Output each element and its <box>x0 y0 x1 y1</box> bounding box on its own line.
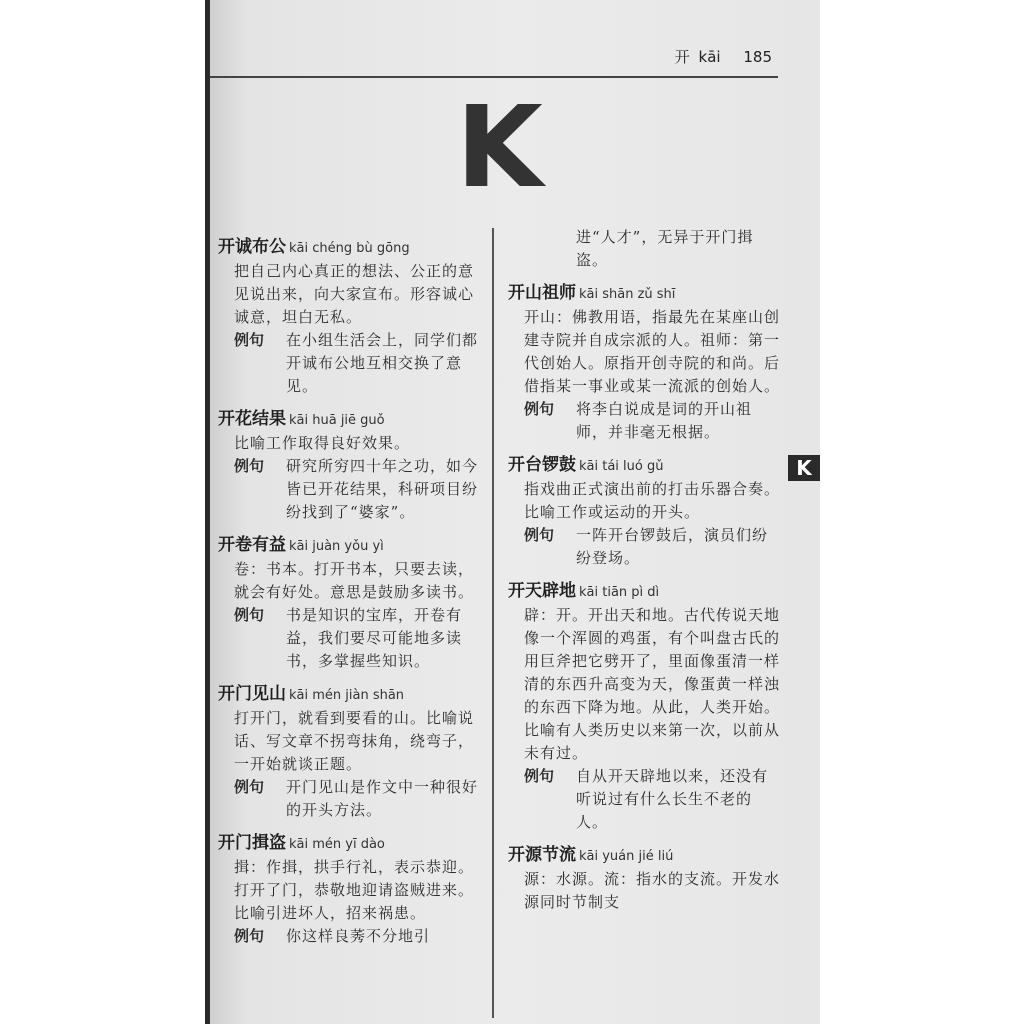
entry-example <box>508 524 780 570</box>
entry-headword: 开源节流 <box>508 845 576 865</box>
entry-example <box>508 765 780 834</box>
entry <box>218 683 478 822</box>
entry-headword: 开诚布公 <box>218 237 286 257</box>
right-column <box>508 226 780 924</box>
entry-example <box>508 398 780 444</box>
example-continuation: 进“人才”，无异于开门揖盗。 <box>576 228 754 269</box>
entry-pinyin: kāi mén jiàn shān <box>289 688 405 703</box>
entry-pinyin: kāi huā jiē guǒ <box>289 413 385 428</box>
entry-pinyin: kāi juàn yǒu yì <box>289 539 384 554</box>
entry <box>218 236 478 398</box>
entry-pinyin: kāi shān zǔ shī <box>579 287 676 302</box>
entry-definition: 比喻工作取得良好效果。 <box>234 434 411 452</box>
example-text: 一阵开台锣鼓后，演员们纷纷登场。 <box>576 526 769 567</box>
entry-definition: 源：水源。流：指水的支流。开发水源同时节制支 <box>524 870 781 911</box>
entry-headword: 开花结果 <box>218 409 286 429</box>
entry <box>218 408 478 524</box>
entry-pinyin: kāi chéng bù gōng <box>289 241 410 256</box>
entry-headword: 开卷有益 <box>218 535 286 555</box>
entry-example <box>218 455 478 524</box>
entry-pinyin: kāi tái luó gǔ <box>579 459 664 474</box>
header-headword: 开 <box>674 48 690 66</box>
example-text: 你这样良莠不分地引 <box>286 927 431 945</box>
entry <box>218 832 478 948</box>
header-rule <box>210 76 778 78</box>
entry-definition: 指戏曲正式演出前的打击乐器合奏。比喻工作或运动的开头。 <box>524 480 781 521</box>
dictionary-page <box>210 0 820 1024</box>
example-label: 例句 <box>234 778 265 796</box>
entry-definition: 把自己内心真正的想法、公正的意见说出来，向大家宣布。形容诚心诚意，坦白无私。 <box>234 262 475 326</box>
entry <box>508 454 780 570</box>
entry-example <box>218 329 478 398</box>
thumb-index-tab: K <box>788 455 820 481</box>
example-label: 例句 <box>524 767 555 785</box>
example-text: 开门见山是作文中一种很好的开头方法。 <box>286 778 479 819</box>
entry-pinyin: kāi yuán jié liú <box>579 849 674 864</box>
example-label: 例句 <box>524 400 555 418</box>
example-text: 在小组生活会上，同学们都开诚布公地互相交换了意见。 <box>286 331 479 395</box>
example-text: 将李白说成是词的开山祖师，并非毫无根据。 <box>576 400 753 441</box>
entry-headword: 开天辟地 <box>508 581 576 601</box>
page-number: 185 <box>743 48 772 66</box>
section-letter: K <box>456 83 543 213</box>
entry-example <box>218 604 478 673</box>
example-label: 例句 <box>524 526 555 544</box>
entry-pinyin: kāi tiān pì dì <box>579 585 660 600</box>
entry-definition: 辟：开。开出天和地。古代传说天地像一个浑圆的鸡蛋，有个叫盘古氏的用巨斧把它劈开了，里面像蛋清一样清的东西升高变为天，像蛋黄一样浊的东西下降为地。从此，人类开始。比喻有人类历史以来第一次，以前从未有过。 <box>524 606 781 762</box>
entry-example <box>218 776 478 822</box>
entry-pinyin: kāi mén yī dào <box>289 837 385 852</box>
entry <box>218 534 478 673</box>
example-label: 例句 <box>234 457 265 475</box>
left-column <box>218 236 478 958</box>
column-divider <box>492 228 494 1018</box>
entry-definition: 卷：书本。打开书本，只要去读，就会有好处。意思是鼓励多读书。 <box>234 560 475 601</box>
entry-headword: 开山祖师 <box>508 283 576 303</box>
background-left <box>0 0 210 1024</box>
example-label: 例句 <box>234 927 265 945</box>
entry-definition: 打开门，就看到要看的山。比喻说话、写文章不拐弯抹角，绕弯子，一开始就谈正题。 <box>234 709 475 773</box>
entry-headword: 开门见山 <box>218 684 286 704</box>
entry-definition: 开山：佛教用语，指最先在某座山创建寺院并自成宗派的人。祖师：第一代创始人。原指开创寺院的和尚。后借指某一事业或某一流派的创始人。 <box>524 308 781 395</box>
entry-headword: 开台锣鼓 <box>508 455 576 475</box>
entry <box>508 844 780 914</box>
entry-headword: 开门揖盗 <box>218 833 286 853</box>
example-text: 自从开天辟地以来，还没有听说过有什么长生不老的人。 <box>576 767 769 831</box>
entry <box>508 580 780 834</box>
example-text: 研究所穷四十年之功，如今皆已开花结果，科研项目纷纷找到了“婆家”。 <box>286 457 479 521</box>
example-label: 例句 <box>234 331 265 349</box>
entry-definition: 揖：作揖，拱手行礼，表示恭迎。打开了门，恭敬地迎请盗贼进来。比喻引进坏人，招来祸患。 <box>234 858 475 922</box>
entry <box>508 282 780 444</box>
entry-example <box>218 925 478 948</box>
header-pinyin: kāi <box>698 48 721 66</box>
running-header <box>675 46 772 67</box>
example-label: 例句 <box>234 606 265 624</box>
example-text: 书是知识的宝库，开卷有益，我们要尽可能地多读书，多掌握些知识。 <box>286 606 463 670</box>
